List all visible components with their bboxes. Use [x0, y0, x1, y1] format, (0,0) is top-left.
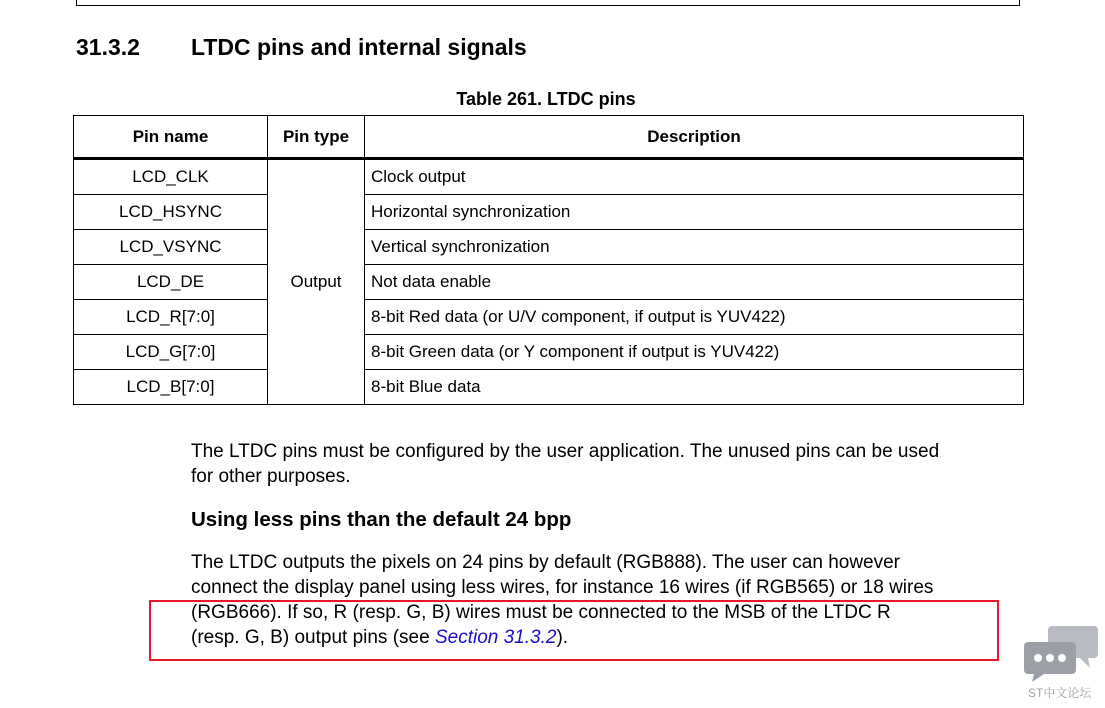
table-row [74, 300, 1024, 335]
red-highlight-box [149, 600, 999, 661]
pin-name-cell: LCD_DE [74, 265, 268, 300]
pin-name-cell: LCD_CLK [74, 159, 268, 195]
previous-figure-frame [76, 0, 1020, 6]
ltdc-pins-table [73, 115, 1024, 405]
description-cell: Not data enable [365, 265, 1024, 300]
watermark-text: ST中文论坛 [1028, 686, 1092, 700]
pin-type-cell: Output [268, 159, 365, 405]
description-cell: Vertical synchronization [365, 230, 1024, 265]
subsection-heading: Using less pins than the default 24 bpp [191, 508, 572, 531]
description-cell: 8-bit Green data (or Y component if output is YUV422) [365, 335, 1024, 370]
chat-bubbles-icon [1024, 624, 1098, 687]
table-row [74, 265, 1024, 300]
description-cell: 8-bit Blue data [365, 370, 1024, 405]
paragraph-line: connect the display panel using less wires, for instance 16 wires (if RGB565) or 18 wires [191, 577, 934, 598]
paragraph-line: for other purposes. [191, 466, 351, 487]
paragraph-line: The LTDC pins must be configured by the user application. The unused pins can be used [191, 441, 940, 462]
pin-name-cell: LCD_R[7:0] [74, 300, 268, 335]
table-header-row [74, 116, 1024, 159]
section-number: 31.3.2 [76, 34, 140, 60]
section-title: LTDC pins and internal signals [191, 34, 527, 60]
table-row [74, 230, 1024, 265]
header-pin-type: Pin type [268, 116, 365, 159]
table-row [74, 159, 1024, 195]
table-row [74, 335, 1024, 370]
description-cell: Clock output [365, 159, 1024, 195]
section-link[interactable]: Section 31.3.2 [434, 627, 557, 648]
section-heading [76, 34, 527, 61]
paragraph-line: (RGB666). If so, R (resp. G, B) wires must be connected to the MSB of the LTDC R [191, 602, 891, 623]
header-pin-name: Pin name [74, 116, 268, 159]
table-row [74, 370, 1024, 405]
description-cell: Horizontal synchronization [365, 195, 1024, 230]
pin-name-cell: LCD_B[7:0] [74, 370, 268, 405]
description-cell: 8-bit Red data (or U/V component, if output is YUV422) [365, 300, 1024, 335]
table-caption: Table 261. LTDC pins [456, 89, 636, 109]
table-row [74, 195, 1024, 230]
paragraph-line-end: ). [556, 627, 569, 648]
pin-name-cell: LCD_VSYNC [74, 230, 268, 265]
pin-name-cell: LCD_G[7:0] [74, 335, 268, 370]
paragraph-line: (resp. G, B) output pins (see [191, 627, 435, 648]
pin-name-cell: LCD_HSYNC [74, 195, 268, 230]
pins-config-paragraph [191, 439, 1021, 489]
header-description: Description [365, 116, 1024, 159]
paragraph-line: The LTDC outputs the pixels on 24 pins by default (RGB888). The user can however [191, 552, 901, 573]
